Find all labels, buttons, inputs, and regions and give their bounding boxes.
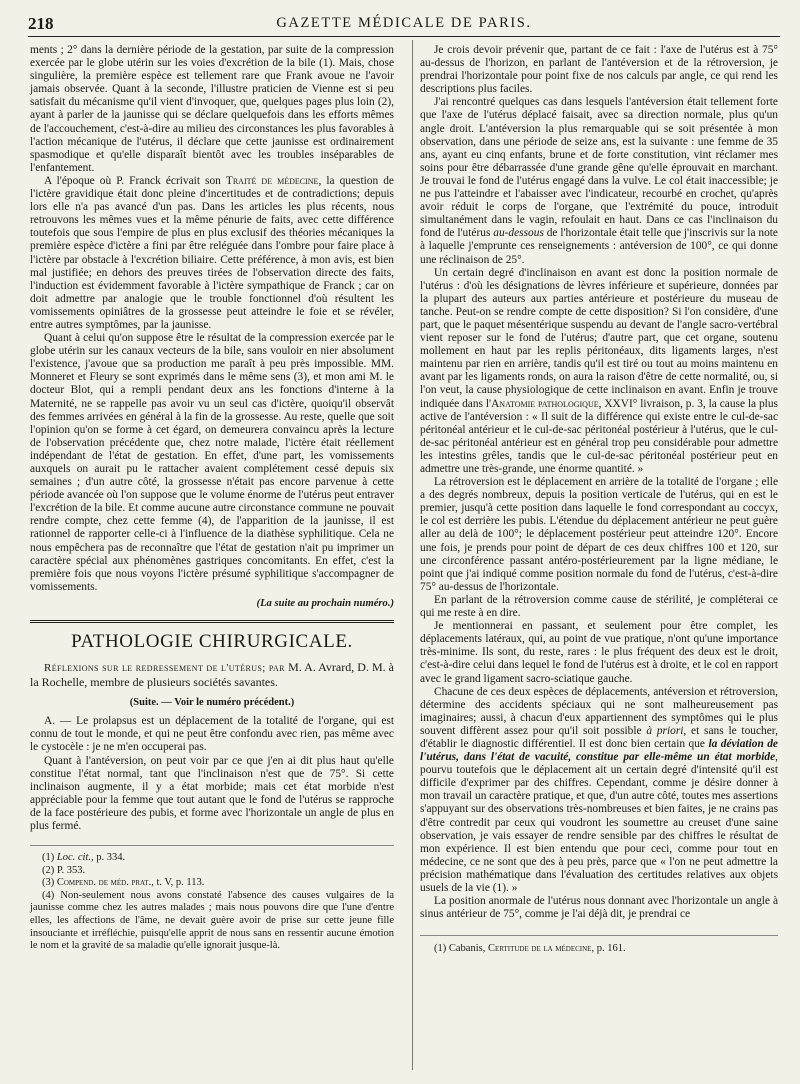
page-header — [28, 14, 780, 37]
footnote: (1) Loc. cit., p. 334. — [42, 852, 126, 864]
paragraph: J'ai rencontré quelques cas dans lesquels l'antéversion était tellement forte que l'axe de l'utérus déplacé faisait, avec sa direction normale, plus qu'un angle droit. L'antéversion la plus remarquable qui se soit présentée à mon observation, dans une période de seize ans, est la suivante : une femme de 35 ans, ayant eu cinq enfants, brune et de forte constitution, vint réclamer mes soins pour être débarrassée d'une grande gêne qu'elle éprouvait en marchant. Je trouvai le fond de l'utérus engagé dans la vulve. Le col était inaccessible; je ne pus l'atteindre et l'abaisser avec l'indicateur, recourbé en crochet, qu'après avoir réduit le corps de l'organe, que l'extrémité du pouce, introduit simultanément dans le vagin, refoulait en haut. Dans ce cas l'inclinaison du fond de l'utérus au-dessous de l'horizontale était telle que j'inscrivis sur la note à laquelle j'emprunte ces renseignements : antéversion de 100°, ce qui donne une réclinaison de 25°. — [420, 96, 778, 266]
section-divider — [30, 620, 394, 623]
column-divider — [412, 40, 413, 1070]
footnotes — [30, 845, 394, 953]
paragraph: Un certain degré d'inclinaison en avant est donc la position normale de l'utérus : d'où les désignations de lèvres inférieure et supérieure, données par la plupart des auteurs aux parties antérieure et postérieure du museau de tanche. Peut-on se rendre compte de cette disposition? Si l'on considère, d'une part, que le paquet mésentérique suspendu au devant de l'angle sacro-vertébral vient reposer sur le fond de l'utérus; d'autre part, que cet organe, soutenu mollement en haut par les replis péritonéaux, dits ligaments larges, n'est maintenu par rien en arrière, tandis qu'il est tiré ou tout au moins maintenu en avant par les ligaments ronds, on aura la raison d'être de cette normalité, ou, si l'on veut, la cause physiologique de cette inclinaison en avant. Enfin je trouve indiquée dans l'Anatomie pathologique, XXVI° livraison, p. 3, la cause la plus active de l'antéversion : « Il suit de la différence qui existe entre le cul-de-sac péritonéal antérieur et le cul-de-sac péritonéal postérieur à l'utérus, que le cul-de-sac péritonéal antérieur est en général trop peu considérable pour admettre les intestins grêles, tandis que le cul-de-sac péritonéal postérieur peut en admettre une très-grande, une énorme quantité. » — [420, 266, 778, 475]
paragraph: Je crois devoir prévenir que, partant de ce fait : l'axe de l'utérus est à 75° au-dessus de l'horizon, en parlant de l'antéversion et de la rétroversion, je prendrai l'horizontale pour point fixe de nos calculs par angle, ce qui rend les descriptions plus faciles. — [420, 44, 778, 96]
paragraph: A l'époque où P. Franck écrivait son Traité de médecine, la question de l'ictère gravidique était donc pleine d'incertitudes et de contradictions; depuis lors elle n'a pas avancé d'un pas. Dans les articles les plus récents, nous retrouvons les mêmes vues et la même pénurie de faits, avec cette différence toutefois que sous l'empire de plus en plus exclusif des théories mécaniques la première espèce d'ictère a fini par être reléguée dans l'ombre pour faire place à l'ictère par obstacle à l'excrétion biliaire. Cette préférence, à mon avis, est bien mal justifiée; en dehors des preuves tirées de l'observation directe des faits, l'induction est évidemment favorable à l'ictère sympathique de Franck ; car on doit admettre par analogie que le trouble fonctionnel d'où résultent les vomissements opiniâtres de la grossesse peut atteindre le foie et se révéler, entre autres symptômes, par la jaunisse. — [30, 174, 394, 331]
footnote: (1) Cabanis, Certitude de la médecine, p. 161. — [434, 943, 626, 955]
running-title: GAZETTE MÉDICALE DE PARIS. — [276, 15, 532, 31]
footnote: (4) Non-seulement nous avons constaté l'absence des causes vulgaires de la jaunisse comme chez les autres malades ; mais nous pouvons dire que l'une d'entre elles, les affections de l'âme, ne devait guère avoir de prise sur cette jeune fille insouciante et irréfléchie, puisqu'elle apprit de nous sans en ressentir aucune émotion le nom et la gravité de sa maladie qu'elle ignorait jusque-là. — [30, 889, 394, 952]
paragraph: Je mentionnerai en passant, et seulement pour être complet, les déplacements latéraux, qui, au point de vue pratique, n'ont qu'une importance très-minime. Ils sont, du reste, rares : le plus fréquent des deux est le droit, c'est-à-dire celui dans lequel le fond de l'utérus est à droite, et le col en rapport avec le grand ligament sacro-sciatique gauche. — [420, 620, 778, 685]
paragraph: Chacune de ces deux espèces de déplacements, antéversion et rétroversion, détermine des accidents spéciaux qui ne sont malheureusement pas imaginaires; aussi, à chacun d'eux appartiennent des symptômes qui le plus souvent diffèrent assez pour qu'il soit possible à priori, et sans le toucher, d'établir le diagnostic différentiel. Il est donc bien certain que la déviation de l'utérus, dans l'état de vacuité, constitue par elle-même un état morbide, pourvu toutefois que le déplacement ait un certain degré d'intensité qu'il est difficile d'exprimer par des chiffres. Cependant, comme je désire donner à mon travail un caractère pratique, et que, d'un autre côté, toutes mes assertions s'appuyant sur des observations très-nombreuses et bien faites, je ne crains pas d'être contredit par ceux qui voudront les soumettre au creuset d'une saine observation, je vais essayer de rendre sensible par des chiffres le résultat de mon expérience. Il est bien entendu que pour ceci, comme pour tout en médecine, ce ne sont que des à peu près, parce que « l'on ne peut admettre la précision mathématique dans l'évaluation des certitudes relatives aux objets usuels de la vie (1). » — [420, 685, 778, 894]
footnote: (2) P. 353. — [42, 864, 86, 876]
suite-note: (Suite. — Voir le numéro précédent.) — [129, 697, 295, 709]
paragraph: Quant à l'antéversion, on peut voir par ce que j'en ai dit plus haut qu'elle constitue l'état normal, tant que l'inclinaison n'est que de 75°. Si cette inclinaison augmente, il y a état morbide; mais cet état morbide n'est appréciable pour la femme que tout autant que le fond de l'utérus se rapproche de la face postérieure des pubis, et forme avec l'horizontale un angle de plus en plus fermé. — [30, 754, 394, 832]
paragraph: A. — Le prolapsus est un déplacement de la totalité de l'organe, qui est connu de tout le monde, et qui ne peut être confondu avec rien, pas même avec le cystocèle : je ne m'en occuperai pas. — [30, 715, 394, 754]
paragraph: En parlant de la rétroversion comme cause de stérilité, je compléterai ce qui me reste à en dire. — [420, 593, 778, 620]
left-column — [30, 44, 394, 953]
paragraph: Quant à celui qu'on suppose être le résultat de la compression exercée par le globe utérin sur les canaux vecteurs de la bile, sans vouloir en nier absolument l'existence, j'avoue que sa production me paraît à peu près impossible. MM. Monneret et Fleury se sont exprimés dans le même sens (3), et mon ami M. le docteur Blot, qui a rempli pendant deux ans les fonctions d'interne à la Maternité, ne se rappelle pas avoir vu un seul cas d'ictère, quoiqu'il observât des femmes arrivées en général à la fin de la grossesse. Au reste, quelle que soit l'opinion qu'on se forme à cet égard, on demeurera convaincu après la lecture de l'observation précédente que, chez notre malade, l'ictère était réellement indépendant de l'état de gestation. En effet, d'une part, les vomissements auxquels on aurait pu le rattacher avaient complétement cessé depuis six semaines ; d'un autre côté, la grossesse n'était pas encore parvenue à cette période avancée où l'on suppose que le volume énorme de l'utérus peut entraver l'excrétion de la bile. Et comme aucune autre circonstance commune ne pouvait rendre compte, chez cette femme (4), de l'apparition de la jaunisse, il est rationnel de rapporter celle-ci à l'influence de la diathèse syphilitique. Cela ne nous empêchera pas de reconnaître que l'état de gestation n'ait pu imprimer un caractère spécial aux phénomènes gastriques concomitants. En effet, c'est la première fois que nous voyons l'ictère présumé syphilitique s'accompagner de vomissements. — [30, 332, 394, 593]
paragraph: La rétroversion est le déplacement en arrière de la totalité de l'organe ; elle a des degrés nombreux, depuis la position verticale de l'utérus, qui en est le premier, jusqu'à cette position dans laquelle le fond correspondant au coccyx, le col est derrière les pubis. L'étendue du déplacement antérieur ne peut guère aller au delà de 100°; le déplacement postérieur peut atteindre 120°. Encore une fois, je prends pour point de départ de ces deux chiffres 100 et 120, sur une circonférence passant antéro-postérieurement par la ligne médiane, le point que j'ai indiqué comme position normale du fond de l'utérus, c'est-à-dire 75° au-dessus de l'horizontale. — [420, 476, 778, 593]
right-column — [420, 44, 778, 956]
article-title: Réflexions sur le redressement de l'utérus; par M. A. Avrard, D. M. à la Rochelle, membre de plusieurs sociétés savantes. — [30, 660, 394, 690]
page-number: 218 — [28, 14, 54, 33]
continued-note: (La suite au prochain numéro.) — [256, 597, 394, 609]
footnote: (3) Compend. de méd. prat., t. V, p. 113. — [42, 877, 205, 889]
paragraph: La position anormale de l'utérus nous donnant avec l'horizontale un angle à sinus antérieur de 75°, comme je l'ai déjà dit, je prendrai ce — [420, 895, 778, 921]
section-title: PATHOLOGIE CHIRURGICALE. — [71, 631, 353, 653]
footnotes — [420, 935, 778, 956]
article-author: M. A. Avrard, D. M. à la Rochelle, membre de plusieurs sociétés savantes. — [30, 660, 394, 690]
paragraph: ments ; 2° dans la dernière période de la gestation, par suite de la compression exercée par le globe utérin sur les voies d'excrétion de la bile (1). Mais, chose singulière, la première espèce est tellement rare que Frank avoue ne l'avoir jamais observée. Quant à la seconde, l'illustre praticien de Vienne est si peu satisfait du mécanisme qu'il vient d'invoquer, que, quelques pages plus loin (2), ayant à parler de la jaunisse qui se déclare quelquefois dans les efforts mêmes de l'accouchement, c'est-à-dire au milieu des circonstances les plus favorables à l'action mécanique de l'utérus, il déclare que cette jaunisse est ordinairement spasmodique et qu'elle disparaît bientôt avec les troubles inséparables de l'enfantement. — [30, 44, 394, 174]
